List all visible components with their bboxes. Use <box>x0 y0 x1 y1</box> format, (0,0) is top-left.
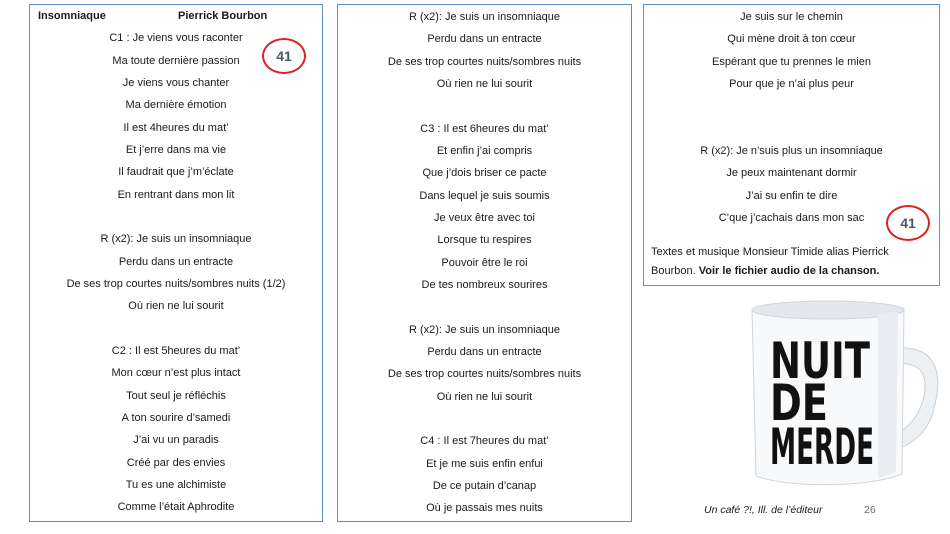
lyrics-list <box>30 5 322 519</box>
lyrics-column-2 <box>337 4 632 522</box>
lyric-line: Il faudrait que j’m’éclate <box>118 166 234 179</box>
lyric-line <box>30 318 322 340</box>
lyric-line: De ses trop courtes nuits/sombres nuits <box>387 55 582 68</box>
lyric-line: Perdu dans un entracte <box>118 255 234 268</box>
lyric-line: Je suis sur le chemin <box>740 11 843 23</box>
song-title: Insomniaque <box>38 10 106 22</box>
mug-word-3: MERDE <box>770 418 874 476</box>
lyric-line: Je veux être avec toi <box>434 211 535 224</box>
lyric-line: A ton sourire d’samedi <box>121 411 231 424</box>
lyric-line <box>338 408 631 430</box>
page-number: 26 <box>864 504 876 516</box>
lyrics-list <box>644 6 939 229</box>
lyric-line: Mon cœur n’est plus intact <box>111 367 241 380</box>
lyric-line: C2 : Il est 5heures du mat’ <box>111 344 241 357</box>
lyric-line: En rentrant dans mon lit <box>117 188 235 201</box>
lyric-line: Où rien ne lui sourit <box>128 300 224 313</box>
lyric-line: Ma dernière émotion <box>125 99 227 112</box>
lyric-line: Et j’erre dans ma vie <box>125 143 227 156</box>
lyric-line: Je viens vous chanter <box>122 76 230 89</box>
mug-shade <box>878 312 898 478</box>
lyric-line: C4 : Il est 7heures du mat’ <box>420 435 549 448</box>
mug-word-2: DE <box>770 374 828 432</box>
lyrics-column-1 <box>29 4 323 522</box>
credits-text: Textes et musique Monsieur Timide alias Pierrick Bourbon. <box>651 246 889 277</box>
lyrics-list <box>338 6 631 520</box>
lyric-line: Qui mène droit à ton cœur <box>727 33 856 46</box>
lyric-line: Ma toute dernière passion <box>112 54 240 67</box>
lyric-line: Je peux maintenant dormir <box>726 167 857 180</box>
mug-word-1: NUIT <box>770 332 870 390</box>
lyric-line: Pour que je n’ai plus peur <box>729 77 854 90</box>
lyric-line: De ses trop courtes nuits/sombres nuits <box>387 368 582 381</box>
lyric-line: Espérant que tu prennes le mien <box>712 55 871 68</box>
lyric-line <box>644 118 939 140</box>
lyric-line: Où rien ne lui sourit <box>436 77 533 90</box>
lyric-line: Et je me suis enfin enfui <box>426 457 543 470</box>
lyric-line: R (x2): Je suis un insomniaque <box>408 11 560 23</box>
lyric-line: Perdu dans un entracte <box>427 345 542 358</box>
lyrics-column-3 <box>643 4 940 286</box>
credits <box>651 243 933 281</box>
lyric-line: De ce putain d’canap <box>432 479 537 492</box>
audio-file-link[interactable]: Voir le fichier audio de la chanson. <box>698 265 880 277</box>
image-caption: Un café ?!, Ill. de l’éditeur <box>704 504 823 516</box>
lyric-line: Il est 4heures du mat’ <box>123 121 229 134</box>
lyric-line <box>338 95 631 117</box>
song-author: Pierrick Bourbon <box>178 10 268 22</box>
lyric-line: De tes nombreux sourires <box>421 278 548 291</box>
lyric-line: J’ai vu un paradis <box>133 434 219 447</box>
lyric-line: De ses trop courtes nuits/sombres nuits (1/2) <box>66 277 286 290</box>
mug-illustration <box>738 296 938 492</box>
lyric-line: Perdu dans un entracte <box>427 33 542 46</box>
lyric-line: R (x2): Je n’suis plus un insomniaque <box>700 144 883 157</box>
lyric-line: Dans lequel je suis soumis <box>419 189 550 202</box>
lyric-line: Que j’dois briser ce pacte <box>422 167 547 180</box>
lyric-line: J’ai su enfin te dire <box>745 189 838 202</box>
lyric-line: Tu es une alchimiste <box>125 478 227 491</box>
lyric-line <box>30 206 322 228</box>
lyric-line: Où je passais mes nuits <box>426 502 543 515</box>
page-badge: 41 <box>886 205 930 241</box>
lyric-line: R (x2): Je suis un insomniaque <box>100 233 252 246</box>
lyric-line: C1 : Je viens vous raconter <box>109 32 243 45</box>
lyric-line <box>338 296 631 318</box>
lyric-line: Comme l’était Aphrodite <box>117 501 235 514</box>
lyric-line: Et enfin j’ai compris <box>436 144 533 157</box>
lyric-line: Tout seul je réfléchis <box>126 389 226 402</box>
lyric-line: Pouvoir être le roi <box>441 256 528 269</box>
lyric-line: C’que j’cachais dans mon sac <box>718 211 865 224</box>
lyric-line <box>644 95 939 117</box>
lyric-line: Lorsque tu respires <box>437 234 532 247</box>
page-badge: 41 <box>262 38 306 74</box>
lyric-line: Où rien ne lui sourit <box>436 390 533 403</box>
lyric-line: Créé par des envies <box>126 456 226 469</box>
lyric-line: R (x2): Je suis un insomniaque <box>408 323 560 336</box>
lyric-line: C3 : Il est 6heures du mat’ <box>420 122 549 135</box>
